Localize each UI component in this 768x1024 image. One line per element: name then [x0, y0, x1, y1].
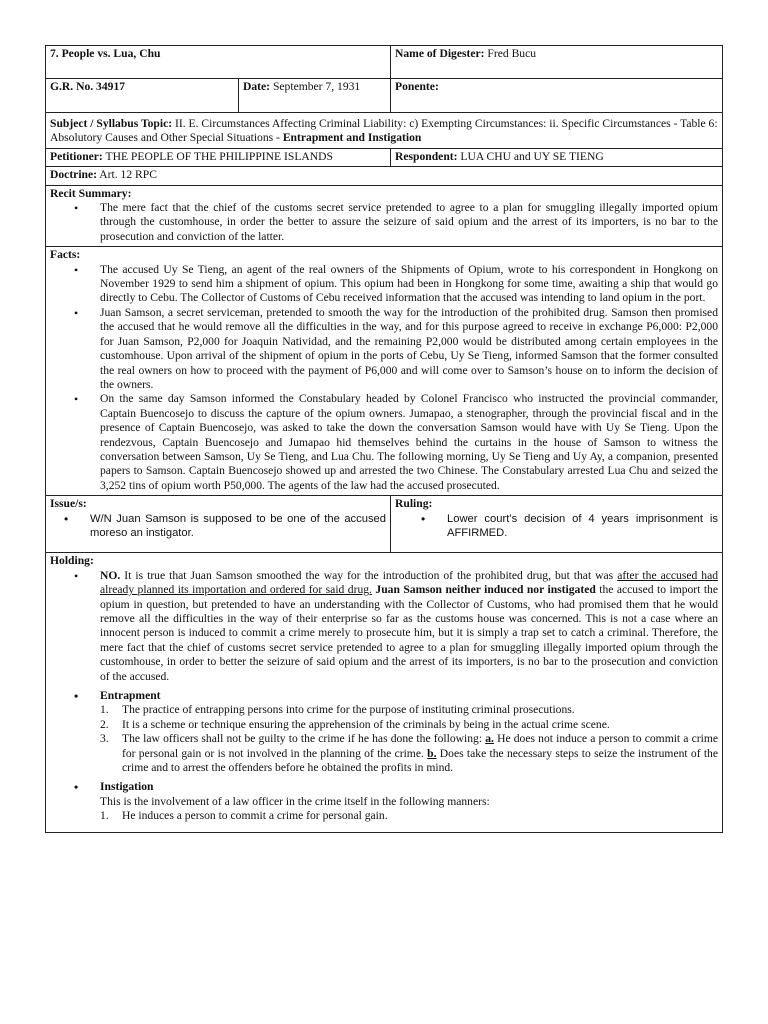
digester-name: Fred Bucu	[487, 47, 537, 60]
holding-text-a: It is true that Juan Samson smoothed the way for the introduction of the prohibited drug, but that was	[120, 568, 618, 582]
holding-row	[46, 553, 723, 832]
ruling-item: • Lower court’s decision of 4 years imprisonment is AFFIRMED.	[447, 512, 718, 541]
entrapment-3-letter-a: a.	[485, 732, 494, 746]
recit-cell	[46, 185, 723, 247]
subject-text: II. E. Circumstances Affecting Criminal Liability: c) Exempting Circumstances: ii. Specific Circumstances - Table 6: Absolutory Causes and Other Special Situations -	[50, 117, 718, 145]
facts-item-1: • The accused Uy Se Tieng, an agent of the real owners of the Shipments of Opium, wrote to his correspondent in Hongkong on November 1929 to send him a shipment of opium. This opium had been in Hongkong for some time, awaiting a ship that would go directly to Cebu. The Collector of Customs of Cebu received information that the accused was intending to land opium in the port.	[100, 263, 718, 306]
subject-label: Subject / Syllabus Topic:	[50, 117, 173, 130]
facts-item-2: • Juan Samson, a secret serviceman, pretended to smooth the way for the introduction of the prohibited drug. Samson then promised the accused that he would remove all the difficulties in the way, and for this purpose agreed to receive in exchange P6,000: P2,000 for Juan Samson, P2,000 for Joaquin Natividad, and the remaining P2,000 would be distributed among certain employees in the customhouse. Upon arrival of the shipment of opium in the ports of Cebu, Uy Se Tieng, informed Samson that the former consulted the real owners on how to proceed with the payment of P6,000 and will come over to Samson’s house on to inform the decision of the owners.	[100, 306, 718, 392]
holding-text-rest: the accused to import the opium in question, but pretended to have an understanding with the Collector of Customs, who had promised them that he would remove all the difficulties in the way of their enterprise so far as the customs house was concerned. This is not a case where an innocent person is induced to commit a crime merely to prosecute him, but it is simply a trap set to catch a criminal. Therefore, the mere fact that the chief of customs secret service pretended to agree to a plan for smuggling illegally imported opium through the customhouse, in order to better the seizure of said opium and the arrest of its importers, is no bar to the prosecution and conviction of the accused.	[100, 583, 719, 683]
entrapment-3-c: Does take the necessary steps to seize the instrument of the crime and to arrest the offenders before he obtained the profits in mind.	[122, 746, 719, 775]
respondent-cell	[391, 148, 723, 166]
date-cell	[239, 79, 391, 113]
doctrine-cell	[46, 167, 723, 185]
facts-cell	[46, 247, 723, 496]
issue-label: Issue/s:	[50, 497, 87, 511]
gr-row	[46, 79, 723, 113]
issue-ruling-row	[46, 496, 723, 553]
holding-cell	[46, 553, 723, 832]
doctrine-row	[46, 167, 723, 185]
holding-list	[50, 569, 718, 704]
instigation-heading: • Instigation	[100, 780, 718, 794]
petitioner-cell	[46, 148, 391, 166]
entrapment-3-letter-b: b.	[427, 746, 437, 760]
entrapment-text-1: The practice of entrapping persons into crime for the purpose of instituting criminal prosecutions.	[122, 703, 575, 717]
facts-list	[50, 263, 718, 494]
entrapment-heading: • Entrapment	[100, 689, 718, 703]
entrapment-item-1	[100, 703, 718, 717]
ruling-label: Ruling:	[395, 497, 433, 511]
entrapment-item-2	[100, 717, 718, 732]
recit-item: • The mere fact that the chief of the customs secret service pretended to agree to a plan for smuggling illegally imported opium through the customhouse, in order the better to assure the seizure of said opium and the arrest of its importers, is no bar to the prosecution and conviction of the latter.	[100, 201, 718, 244]
petitioner-label: Petitioner:	[50, 149, 103, 163]
recit-list	[50, 201, 718, 244]
holding-bold-phrase: Juan Samson neither induced nor instigated	[375, 583, 596, 597]
date-label: Date:	[243, 80, 271, 93]
facts-item-3: • On the same day Samson informed the Constabulary headed by Colonel Francisco who instructed the provincial commander, Captain Buencosejo to discuss the capture of the opium owners. Jumapao, a stenographer, through the provincial fiscal and in the presence of Captain Buencosejo, was asked to take the down the conversation Samson would have with Uy Se Tieng. Upon the rendezvous, Captain Buencosejo and Jumapao hid themselves behind the curtains in the house of Samson to witness the conversation between Samson, Uy Se Tieng, and Lua Chu. The following morning, Uy Se Tieng and Uy Ay, a companion, presented papers to Samson. Captain Buencosejo showed up and arrested the two Chinese. The Constabulary arrested Lua Chu and seized the 3,252 tins of opium worth P50,000. The agents of the law had the accused prosecuted.	[100, 392, 718, 493]
instigation-items	[50, 809, 718, 823]
doctrine-value: Art. 12 RPC	[99, 168, 157, 182]
respondent-label: Respondent:	[395, 149, 458, 163]
instigation-list	[50, 780, 718, 794]
ruling-cell	[391, 496, 723, 553]
holding-underlined: after the accused had already planned its importation and ordered for said drug.	[100, 568, 719, 597]
facts-label: Facts:	[50, 248, 81, 262]
entrapment-text-2: It is a scheme or technique ensuring the apprehension of the criminals by being in the actual crime scene.	[122, 717, 610, 731]
entrapment-num-2: 2.	[100, 717, 109, 731]
digester-cell	[391, 46, 723, 79]
parties-row	[46, 148, 723, 166]
issue-list	[50, 512, 386, 551]
case-title: 7. People vs. Lua, Chu	[46, 46, 391, 79]
gr-number: G.R. No. 34917	[46, 79, 239, 113]
title-row	[46, 46, 723, 79]
digester-label: Name of Digester:	[395, 47, 485, 60]
instigation-item-1	[100, 809, 718, 823]
entrapment-num-1: 1.	[100, 703, 109, 717]
entrapment-3-a: The law officers shall not be guilty to the crime if he has done the following:	[122, 732, 486, 746]
respondent-value: LUA CHU and UY SE TIENG	[460, 149, 604, 163]
subject-row	[46, 113, 723, 149]
subject-cell	[46, 113, 723, 149]
petitioner-value: THE PEOPLE OF THE PHILIPPINE ISLANDS	[105, 149, 333, 163]
recit-row	[46, 185, 723, 247]
issue-cell	[46, 496, 391, 553]
date-value: September 7, 1931	[272, 80, 361, 93]
holding-label: Holding:	[50, 554, 94, 568]
issue-item: • W/N Juan Samson is supposed to be one of the accused moreso an instigator.	[90, 512, 386, 551]
case-digest-table	[45, 45, 723, 833]
facts-row	[46, 247, 723, 496]
entrapment-num-3: 3.	[100, 732, 109, 746]
subject-bold-tail: Entrapment and Instigation	[282, 131, 422, 145]
instigation-text-1: He induces a person to commit a crime for personal gain.	[122, 809, 388, 823]
ponente-label: Ponente:	[391, 79, 723, 113]
instigation-num-1: 1.	[100, 809, 109, 823]
holding-answer: NO.	[100, 568, 121, 582]
recit-label: Recit Summary:	[50, 186, 132, 200]
entrapment-item-3	[100, 732, 719, 775]
ruling-list	[395, 512, 718, 541]
doctrine-label: Doctrine:	[50, 168, 97, 182]
entrapment-list	[50, 703, 718, 775]
instigation-intro: This is the involvement of a law officer in the crime itself in the following manners:	[100, 794, 490, 808]
holding-paragraph	[100, 569, 718, 684]
entrapment-3-b: He does not induce a person to commit a crime for personal gain or is not involved in the planning of the crime.	[122, 732, 718, 760]
